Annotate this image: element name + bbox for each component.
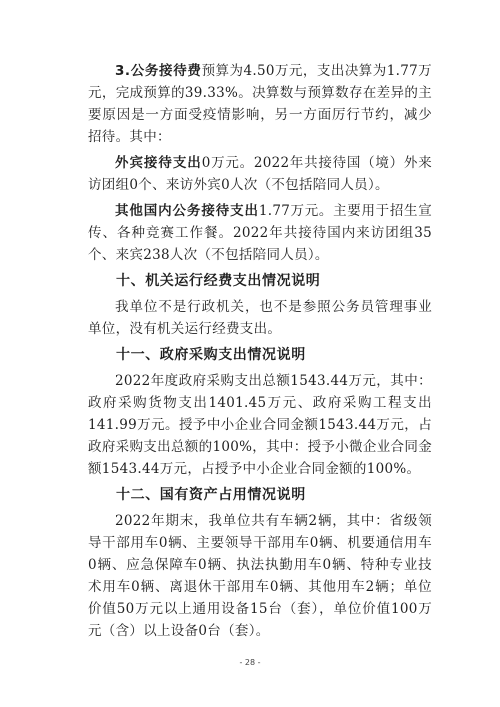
document-page	[88, 60, 432, 646]
operating-costs-heading: 十、机关运行经费支出情况说明	[116, 273, 321, 289]
page-number: - 28 -	[239, 658, 261, 667]
procurement-heading: 十一、政府采购支出情况说明	[116, 347, 306, 363]
foreign-reception-paragraph	[88, 152, 432, 196]
domestic-reception-paragraph	[88, 200, 432, 266]
operating-costs-paragraph: 我单位不是行政机关，也不是参照公务员管理事业单位，没有机关运行经费支出。	[88, 299, 432, 337]
foreign-reception-lead: 外宾接待支出	[115, 155, 202, 171]
assets-heading: 十二、国有资产占用情况说明	[116, 487, 306, 503]
reception-lead: 3.公务接待费	[115, 63, 202, 79]
procurement-paragraph: 2022年度政府采购支出总额1543.44万元，其中：政府采购货物支出1401.45万元、政府采购工程支出141.99万元。授予中小企业合同金额1543.44万元，占政府采购支出总额的100%，其中：授予小微企业合同金额1543.44万元，占授予中小企业合同金额的100%。	[88, 373, 432, 477]
foreign-reception-text: 0万元。2022年共接待国（境）外来访团组0个、来访外宾0人次（不包括陪同人员）。	[88, 155, 432, 193]
assets-paragraph: 2022年期末，我单位共有车辆2辆，其中：省级领导干部用车0辆、主要领导干部用车0辆、机要通信用车0辆、应急保障车0辆、执法执勤用车0辆、特种专业技术用车0辆、离退休干部用车0辆、其他用车2辆；单位价值50万元以上通用设备15台（套），单位价值100万元（含）以上设备0台（套）。	[88, 513, 432, 639]
domestic-reception-lead: 其他国内公务接待支出	[115, 203, 259, 219]
reception-text: 预算为4.50万元，支出决算为1.77万元，完成预算的39.33%。决算数与预算数存在差异的主要原因是一方面受疫情影响，另一方面厉行节约，减少招待。其中：	[88, 63, 432, 145]
domestic-reception-text: 1.77万元。主要用于招生宣传、各种竞赛工作餐。2022年共接待国内来访团组35个、来宾238人次（不包括陪同人员）。	[88, 203, 433, 263]
reception-paragraph	[88, 60, 432, 148]
